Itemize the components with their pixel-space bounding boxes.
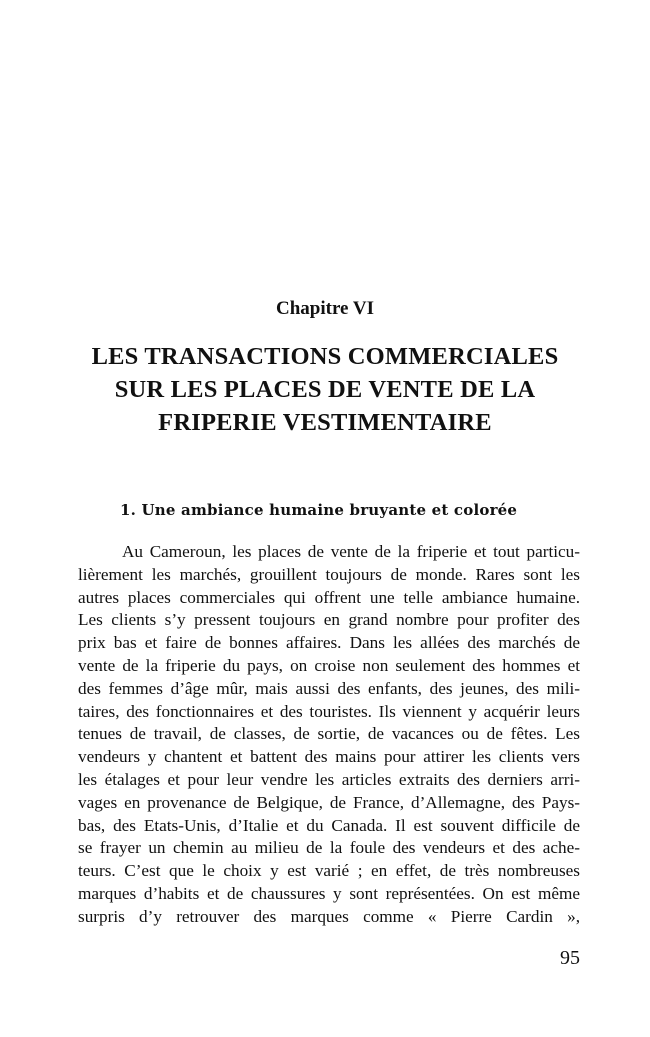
text-line: se frayer un chemin au milieu de la foule des vendeurs et des ache- — [78, 838, 580, 858]
text-line: vages en provenance de Belgique, de France, d’Allemagne, des Pays- — [78, 792, 580, 812]
text-line: vendeurs y chantent et battent des mains pour attirer les clients vers — [78, 747, 580, 767]
page-number: 95 — [560, 947, 580, 969]
text-line: les étalages et pour leur vendre les articles extraits des derniers arri- — [78, 769, 580, 789]
chapter-title — [0, 340, 650, 439]
text-line: Au Cameroun, les places de vente de la friperie et tout particu- — [122, 542, 580, 561]
chapter-title-line: LES TRANSACTIONS COMMERCIALES — [91, 343, 559, 370]
body-paragraph — [78, 541, 580, 929]
chapter-title-line: SUR LES PLACES DE VENTE DE LA — [114, 376, 536, 403]
chapter-title-line: FRIPERIE VESTIMENTAIRE — [158, 409, 492, 436]
text-line: surpris d’y retrouver des marques comme « Pierre Cardin », — [78, 906, 580, 926]
text-line: des femmes d’âge mûr, mais aussi des enfants, des jeunes, des mili- — [78, 678, 580, 698]
text-line: bas, des Etats-Unis, d’Italie et du Canada. Il est souvent difficile de — [78, 815, 580, 835]
text-line: teurs. C’est que le choix y est varié ; en effet, de très nombreuses — [78, 861, 580, 881]
text-line: taires, des fonctionnaires et des touristes. Ils viennent y acquérir leurs — [78, 701, 580, 721]
chapter-label: Chapitre VI — [275, 298, 374, 319]
text-line: marques d’habits et de chaussures y sont représentées. On est même — [78, 883, 580, 903]
section-heading: 1. Une ambiance humaine bruyante et colorée — [120, 501, 518, 519]
text-line: prix bas et faire de bonnes affaires. Dans les allées des marchés de — [78, 633, 580, 653]
text-line: autres places commerciales qui offrent une telle ambiance humaine. — [78, 587, 580, 607]
text-line: lièrement les marchés, grouillent toujours de monde. Rares sont les — [78, 564, 580, 584]
text-line: Les clients s’y pressent toujours en grand nombre pour profiter des — [78, 610, 580, 630]
text-line: tenues de travail, de classes, de sortie, de vacances ou de fêtes. Les — [78, 724, 580, 744]
text-line: vente de la friperie du pays, on croise non seulement des hommes et — [78, 655, 580, 675]
